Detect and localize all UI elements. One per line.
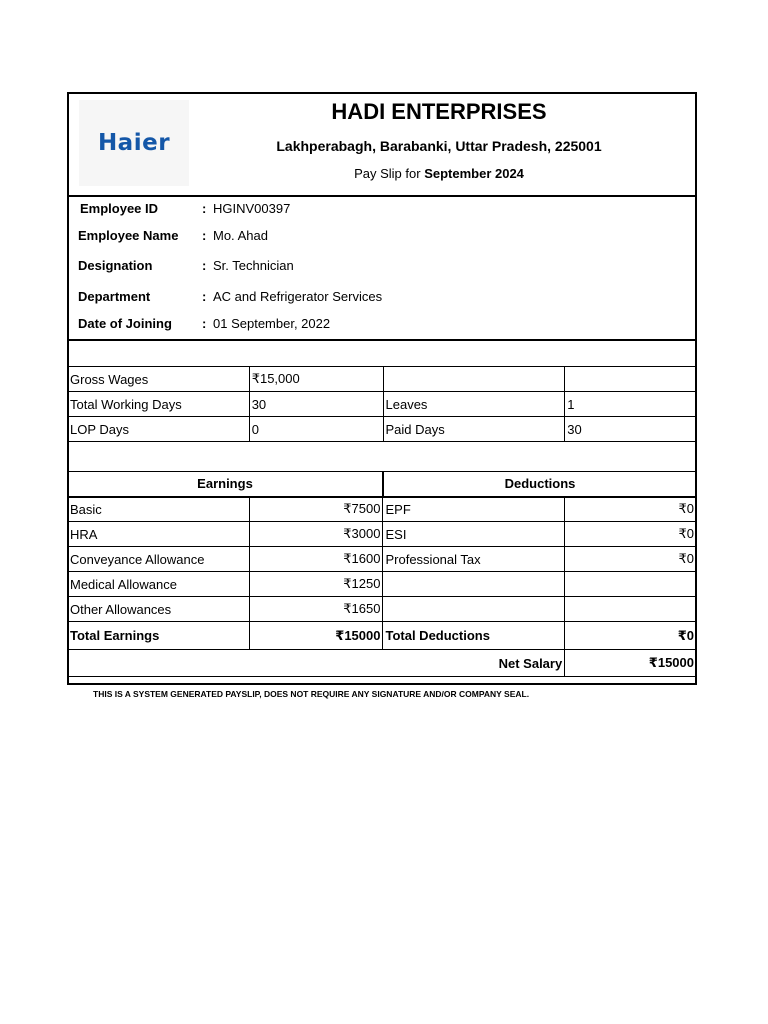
company-name: HADI ENTERPRISES — [331, 99, 547, 124]
total-earnings-value: ₹15000 — [249, 622, 383, 650]
gross-wages-label: Gross Wages — [68, 367, 250, 392]
earning-label: Other Allowances — [68, 597, 250, 622]
colon: : — [202, 201, 207, 216]
deduction-amount — [565, 597, 697, 622]
leaves-value: 1 — [565, 392, 697, 417]
employee-name-value: Mo. Ahad — [213, 228, 268, 243]
earning-label: HRA — [68, 522, 250, 547]
deduction-amount — [565, 572, 697, 597]
department-value: AC and Refrigerator Services — [213, 289, 383, 304]
deductions-header: Deductions — [383, 472, 697, 497]
designation-value: Sr. Technician — [213, 258, 294, 273]
payslip-period — [209, 166, 669, 181]
total-earnings-label: Total Earnings — [68, 622, 250, 650]
deduction-label — [383, 572, 565, 597]
payslip — [67, 92, 697, 685]
earning-amount: ₹1600 — [249, 547, 383, 572]
department-row — [69, 289, 695, 309]
empty-cell — [383, 367, 565, 392]
deduction-label — [383, 597, 565, 622]
employee-name-row — [69, 228, 695, 248]
deduction-amount: ₹0 — [565, 497, 697, 522]
net-salary-value: ₹15000 — [565, 650, 697, 677]
company-address: Lakhperabagh, Barabanki, Uttar Pradesh, 225001 — [276, 138, 602, 154]
earning-amount: ₹3000 — [249, 522, 383, 547]
joining-date-value: 01 September, 2022 — [213, 316, 331, 331]
system-generated-note: THIS IS A SYSTEM GENERATED PAYSLIP, DOES NOT REQUIRE ANY SIGNATURE AND/OR COMPANY SEAL. — [93, 689, 530, 699]
company-logo — [79, 100, 189, 186]
colon: : — [202, 289, 207, 304]
table-row — [68, 547, 697, 572]
employee-id-value: HGINV00397 — [213, 201, 291, 216]
table-row — [68, 367, 697, 392]
employee-name-label: Employee Name — [78, 228, 179, 243]
logo-text: Haier — [97, 130, 171, 156]
employee-id-label: Employee ID — [80, 201, 159, 216]
payslip-month: September 2024 — [424, 166, 524, 181]
earning-label: Medical Allowance — [68, 572, 250, 597]
colon: : — [202, 316, 207, 331]
employee-id-row — [69, 201, 695, 221]
paid-days-label: Paid Days — [383, 417, 565, 442]
employee-details — [69, 195, 695, 341]
earning-amount: ₹1250 — [249, 572, 383, 597]
table-row — [68, 522, 697, 547]
colon: : — [202, 258, 207, 273]
table-row — [68, 597, 697, 622]
paid-days-value: 30 — [565, 417, 697, 442]
table-row — [68, 572, 697, 597]
net-salary-row — [68, 650, 697, 677]
designation-label: Designation — [78, 258, 153, 273]
lop-days-label: LOP Days — [68, 417, 250, 442]
deduction-amount: ₹0 — [565, 522, 697, 547]
deduction-label: EPF — [383, 497, 565, 522]
working-days-label: Total Working Days — [68, 392, 250, 417]
payslip-header — [69, 94, 695, 197]
designation-row — [69, 258, 695, 278]
earning-label: Conveyance Allowance — [68, 547, 250, 572]
deduction-label: Professional Tax — [383, 547, 565, 572]
attendance-table — [67, 366, 697, 442]
total-deductions-value: ₹0 — [565, 622, 697, 650]
table-row — [68, 497, 697, 522]
table-row — [68, 392, 697, 417]
table-header-row — [68, 472, 697, 497]
deduction-amount: ₹0 — [565, 547, 697, 572]
joining-date-label: Date of Joining — [78, 316, 172, 331]
payslip-prefix: Pay Slip for — [354, 166, 421, 181]
empty-cell — [565, 367, 697, 392]
gross-wages-value: ₹15,000 — [249, 367, 383, 392]
earnings-header: Earnings — [68, 472, 383, 497]
table-row — [68, 417, 697, 442]
earning-label: Basic — [68, 497, 250, 522]
earning-amount: ₹1650 — [249, 597, 383, 622]
colon: : — [202, 228, 207, 243]
joining-date-row — [69, 316, 695, 336]
earning-amount: ₹7500 — [249, 497, 383, 522]
leaves-label: Leaves — [383, 392, 565, 417]
deduction-label: ESI — [383, 522, 565, 547]
earnings-deductions-table — [67, 471, 697, 677]
working-days-value: 30 — [249, 392, 383, 417]
department-label: Department — [78, 289, 151, 304]
lop-days-value: 0 — [249, 417, 383, 442]
totals-row — [68, 622, 697, 650]
net-salary-label: Net Salary — [68, 650, 565, 677]
total-deductions-label: Total Deductions — [383, 622, 565, 650]
